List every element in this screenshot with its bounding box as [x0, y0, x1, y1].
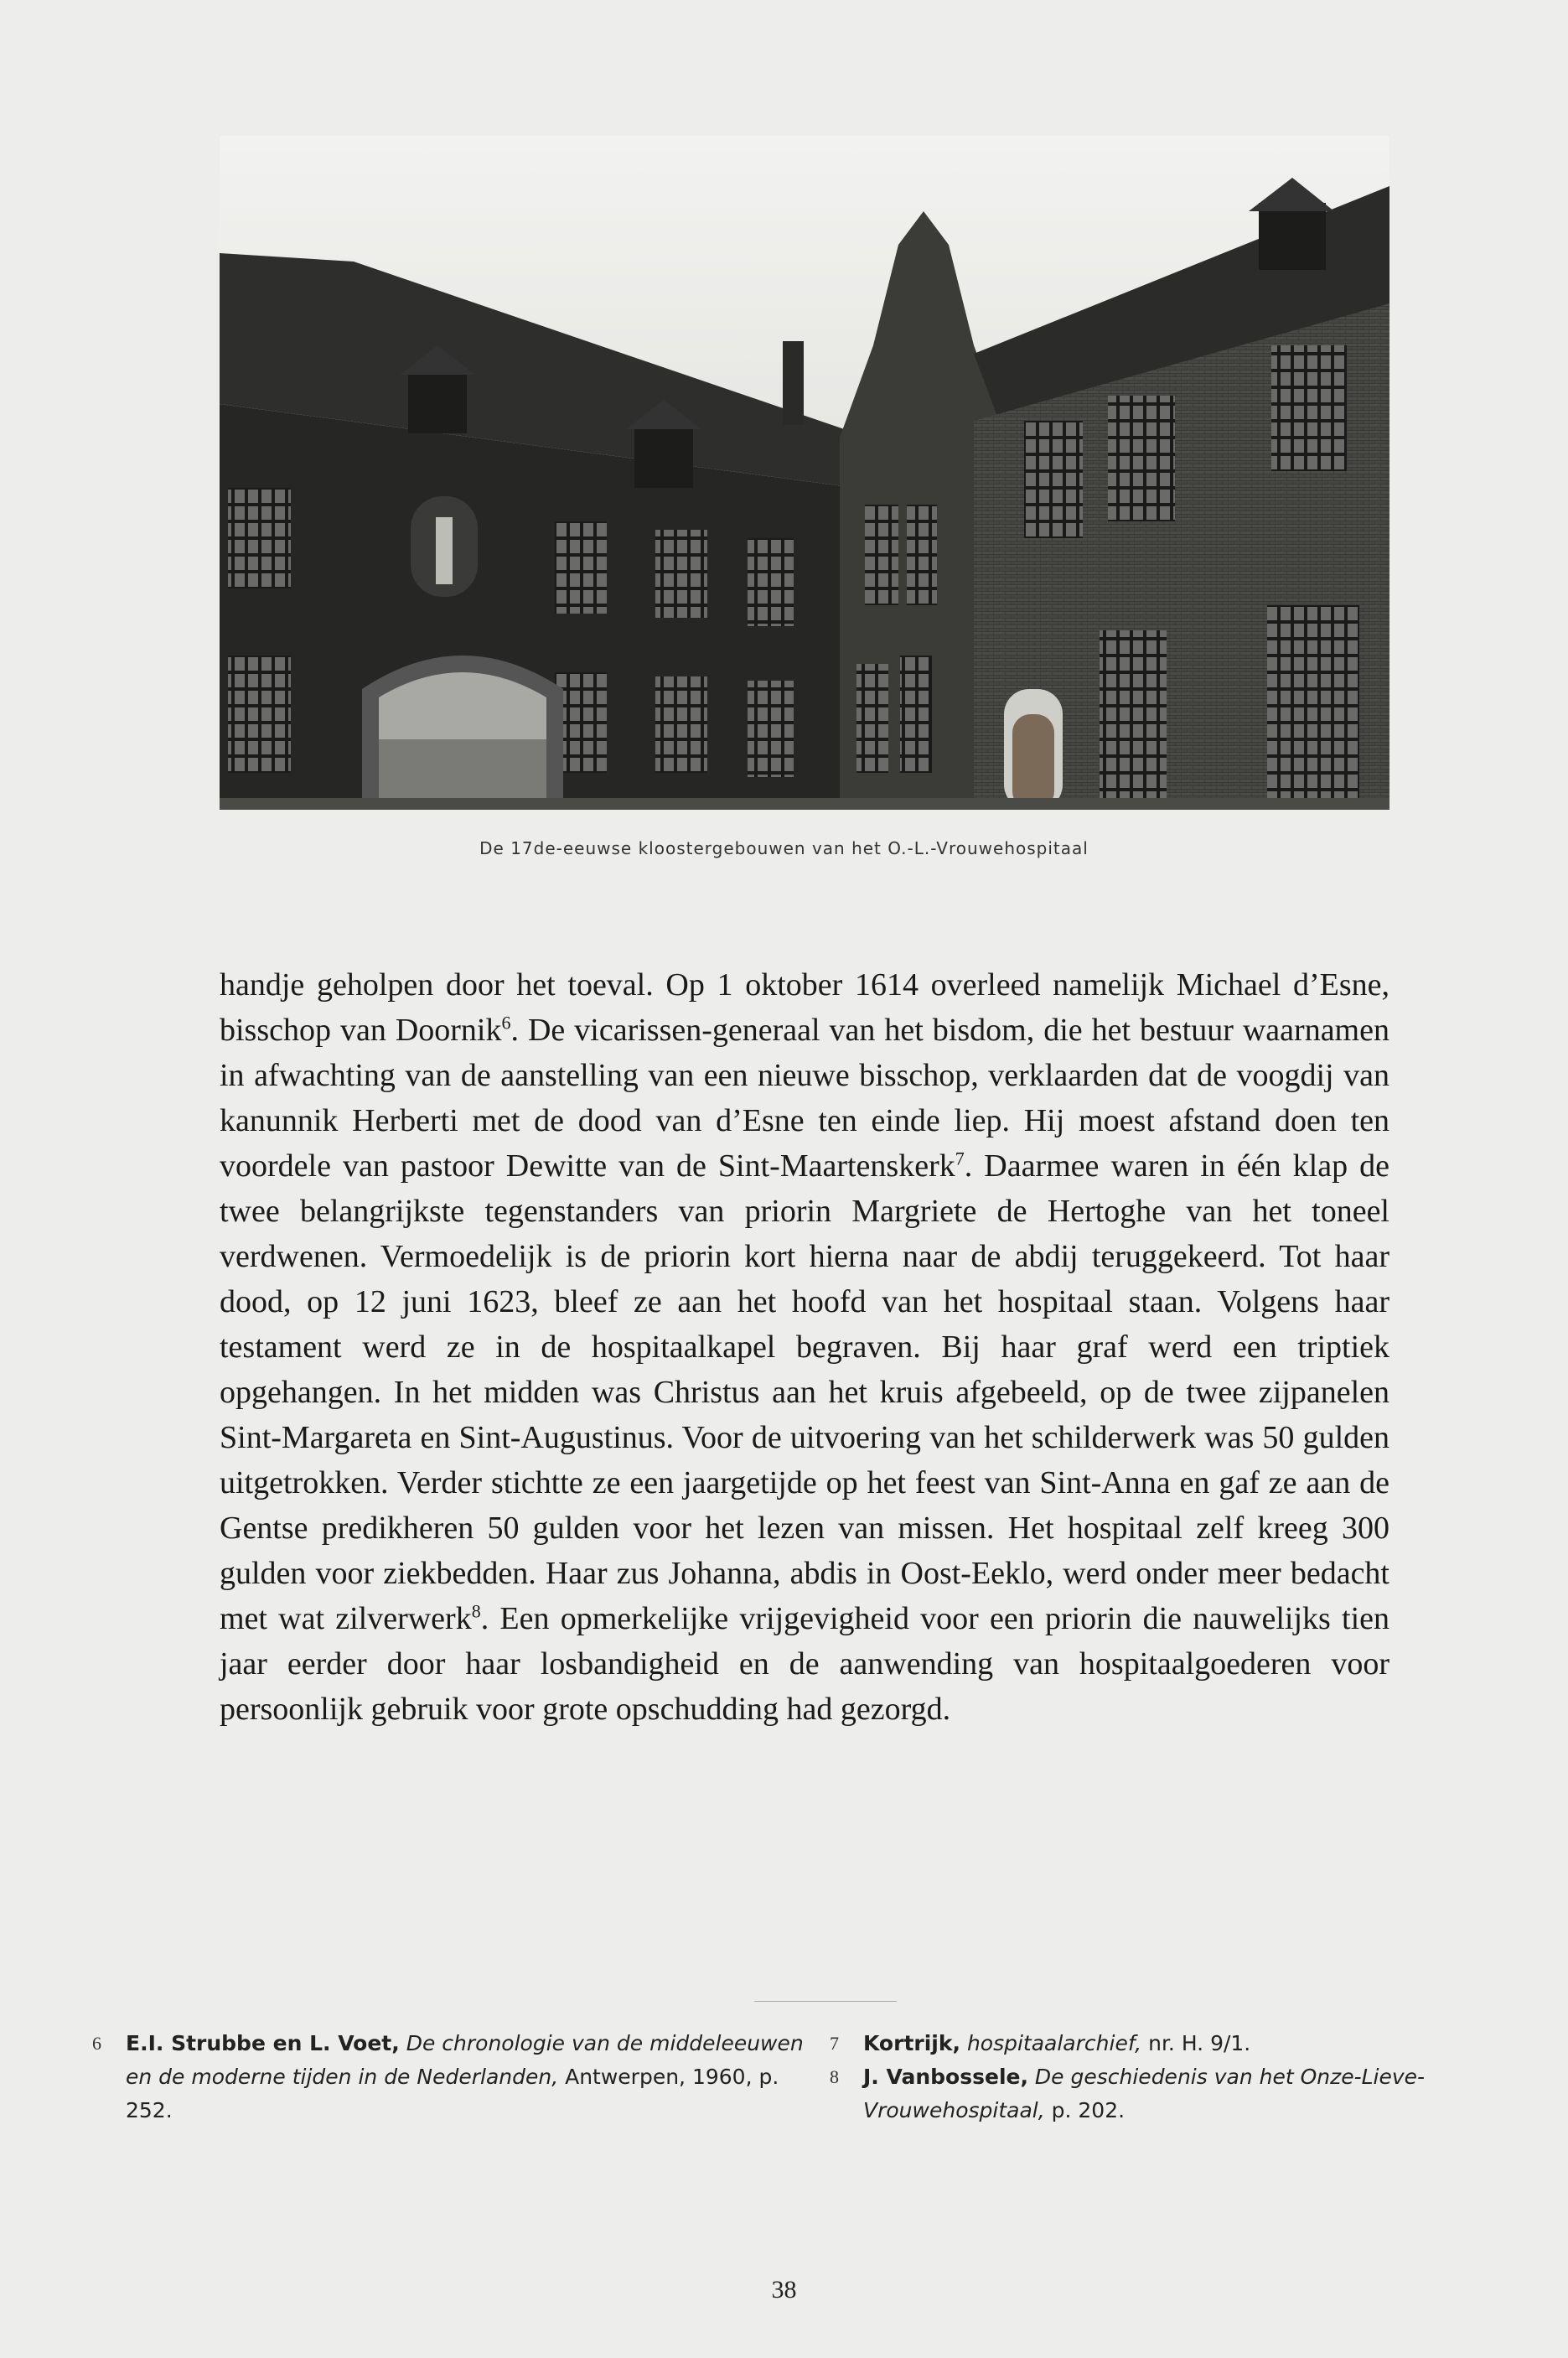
footnote-divider	[754, 2001, 897, 2002]
footnote-title: De chronologie van de middeleeuwen en de moderne tijden in de Nederlanden,	[126, 2031, 804, 2089]
footnote-ref: 6	[501, 1012, 511, 1034]
body-segment: . Daarmee waren in één klap de twee belangrijkste tegenstanders van priorin Margriete de Hertoghe van het toneel verdwenen. Vermoedelijk is de priorin kort hierna naar de abdij teruggekeerd. Tot haar dood, op 12 juni 1623, bleef ze aan het hoofd van het hospitaal staan. Volgens haar testament werd ze in de hospitaalkapel begraven. Bij haar graf werd een triptiek opgehangen. In het midden was Christus aan het kruis afgebeeld, op de twee zijpanelen Sint-Margareta en Sint-Augustinus. Voor de uitvoering van het schilderwerk was 50 gulden uitgetrokken. Verder stichtte ze een jaargetijde op het feest van Sint-Anna en gaf ze aan de Gentse predikheren 50 gulden voor het lezen van missen. Het hospitaal zelf kreeg 300 gulden voor ziekbedden. Haar zus Johanna, abdis in Oost-Eeklo, werd onder meer bedacht met wat zilverwerk	[220, 1148, 1390, 1636]
footnote-number: 6	[92, 2033, 101, 2054]
body-segment: . De vicarissen-generaal van het bisdom, die het bestuur waarnamen in afwachting van de aanstelling van een nieuwe bisschop, verklaarden dat de voogdij van kanunnik Herberti met de dood van d’Esne ten einde liep. Hij moest afstand doen ten voordele van pastoor Dewitte van de Sint-Maartenskerk	[220, 1013, 1389, 1184]
footnotes-left-column	[92, 2027, 813, 2127]
courtyard-photo	[220, 136, 1389, 810]
footnote-ref: 7	[955, 1148, 965, 1169]
footnote-6	[92, 2027, 813, 2127]
footnote-title: hospitaalarchief,	[966, 2031, 1142, 2055]
body-paragraph	[220, 962, 1389, 1732]
footnote-rest: Antwerpen, 1960, p. 252.	[126, 2065, 779, 2122]
body-segment: . Een opmerkelijke vrijgevigheid voor een priorin die nauwelijks tien jaar eerder door haar losbandigheid en de aanwending van hospitaalgoederen voor persoonlijk gebruik voor grote opschudding had gezorgd.	[220, 1601, 1390, 1727]
footnote-8	[830, 2060, 1500, 2127]
footnote-author: J. Vanbossele,	[863, 2065, 1028, 2089]
convent-buildings-illustration	[220, 136, 1389, 810]
footnote-author: E.I. Strubbe en L. Voet,	[126, 2031, 400, 2055]
page-number: 38	[771, 2276, 797, 2304]
footnotes-right-column	[830, 2027, 1500, 2127]
footnote-title: De geschiedenis van het Onze-Lieve-Vrouwehospitaal,	[863, 2065, 1426, 2122]
footnote-rest: nr. H. 9/1.	[1148, 2031, 1251, 2055]
footnote-number: 7	[830, 2033, 839, 2054]
footnote-7	[830, 2027, 1500, 2060]
body-segment: handje geholpen door het toeval. Op 1 oktober 1614 overleed namelijk Michael d’Esne, bisschop van Doornik	[220, 967, 1389, 1048]
footnote-author: Kortrijk,	[863, 2031, 960, 2055]
photo-caption: De 17de-eeuwse kloostergebouwen van het O.-L.-Vrouwehospitaal	[479, 838, 1089, 858]
footnote-ref: 8	[471, 1600, 481, 1622]
footnote-rest: p. 202.	[1051, 2098, 1126, 2122]
footnote-number: 8	[830, 2066, 839, 2087]
